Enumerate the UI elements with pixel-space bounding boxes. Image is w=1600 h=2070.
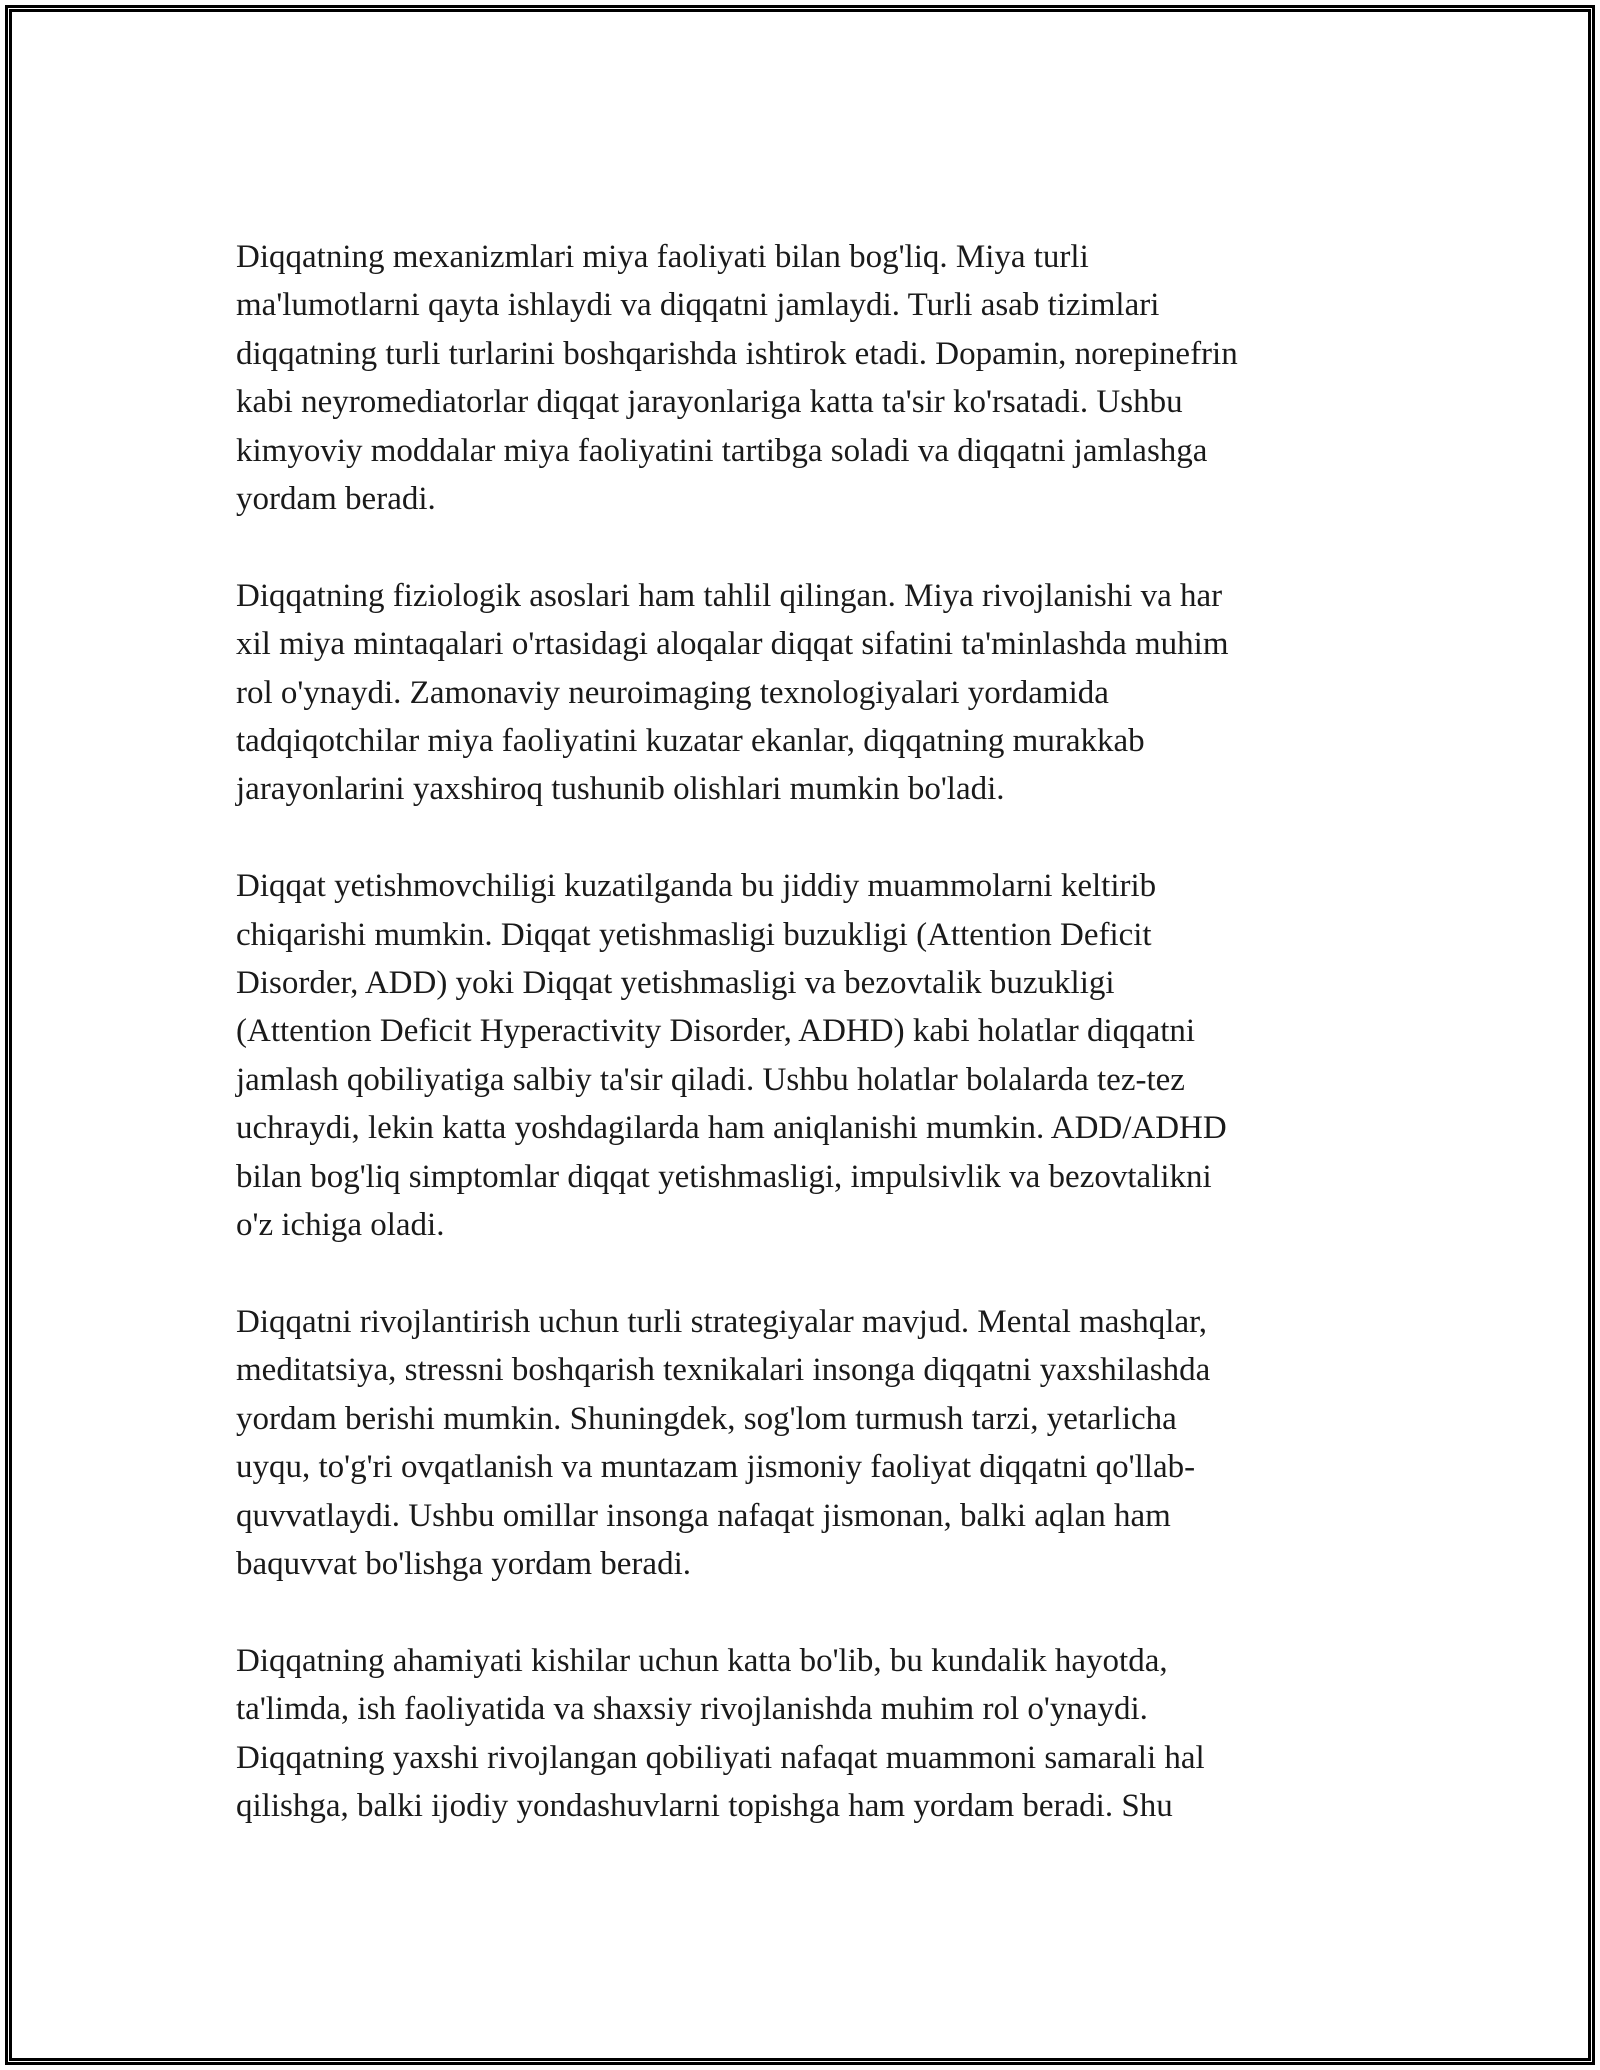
paragraph-physiological-basis: Diqqatning fiziologik asoslari ham tahlil qilingan. Miya rivojlanishi va har xil miya mintaqalari o'rtasidagi aloqalar diqqat sifatini ta'minlashda muhim rol o'ynaydi. Zamonaviy neuroimaging texnologiyalari yordamida tadqiqotchilar miya faoliyatini kuzatar ekanlar, diqqatning murakkab jarayonlarini yaxshiroq tushunib olishlari mumkin bo'ladi. (236, 577, 1229, 808)
document-body (236, 233, 1356, 1879)
paragraph-importance: Diqqatning ahamiyati kishilar uchun katta bo'lib, bu kundalik hayotda, ta'limda, ish faoliyatida va shaxsiy rivojlanishda muhim rol o'ynaydi. Diqqatning yaxshi rivojlangan qobiliyati nafaqat muammoni samarali hal qilishga, balki ijodiy yondashuvlarni topishga ham yordam beradi. Shu (236, 1642, 1205, 1824)
paragraph-attention-mechanisms: Diqqatning mexanizmlari miya faoliyati bilan bog'liq. Miya turli ma'lumotlarni qayta ishlaydi va diqqatni jamlaydi. Turli asab tizimlari diqqatning turli turlarini boshqarishda ishtirok etadi. Dopamin, norepinefrin kabi neyromediatorlar diqqat jarayonlariga katta ta'sir ko'rsatadi. Ushbu kimyoviy moddalar miya faoliyatini tartibga soladi va diqqatni jamlashga yordam beradi. (236, 239, 1238, 518)
paragraph-development-strategies: Diqqatni rivojlantirish uchun turli strategiyalar mavjud. Mental mashqlar, meditatsiya, stressni boshqarish texnikalari insonga diqqatni yaxshilashda yordam berishi mumkin. Shuningdek, sog'lom turmush tarzi, yetarlicha uyqu, to'g'ri ovqatlanish va muntazam jismoniy faoliyat diqqatni qo'llab- quvvatlaydi. Ushbu omillar insonga nafaqat jismonan, balki aqlan ham baquvvat bo'lishga yordam beradi. (236, 1303, 1211, 1582)
paragraph-attention-deficit: Diqqat yetishmovchiligi kuzatilganda bu jiddiy muammolarni keltirib chiqarishi mumkin. Diqqat yetishmasligi buzukligi (Attention Deficit Disorder, ADD) yoki Diqqat yetishmasligi va bezovtalik buzukligi (Attention Deficit Hyperactivity Disorder, ADHD) kabi holatlar diqqatni jamlash qobiliyatiga salbiy ta'sir qiladi. Ushbu holatlar bolalarda tez-tez uchraydi, lekin katta yoshdagilarda ham aniqlanishi mumkin. ADD/ADHD bilan bog'liq simptomlar diqqat yetishmasligi, impulsivlik va bezovtalikni o'z ichiga oladi. (236, 868, 1227, 1244)
